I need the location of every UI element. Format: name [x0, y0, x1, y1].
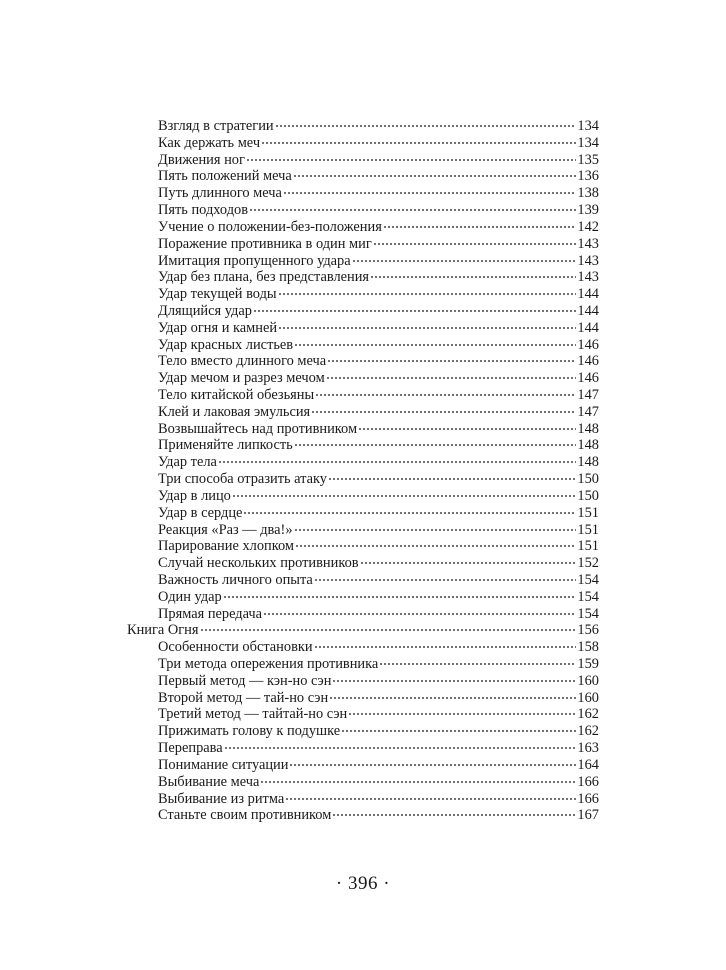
toc-section-heading [127, 622, 599, 639]
toc-entry-page: 151 [577, 521, 599, 538]
toc-entry [127, 522, 599, 539]
toc-entry-title: Выбивание из ритма [158, 790, 285, 807]
toc-entry [127, 286, 599, 303]
dot-leader [358, 428, 576, 430]
toc-entry [127, 454, 599, 471]
toc-entry-title: Три способа отразить атаку [158, 471, 328, 488]
toc-entry-page: 138 [577, 185, 599, 202]
dot-leader [232, 495, 576, 497]
dot-leader [218, 461, 576, 463]
toc-entry-page: 143 [577, 252, 599, 269]
toc-entry-page: 139 [577, 202, 599, 219]
dot-leader [294, 444, 576, 446]
dot-leader [260, 781, 576, 783]
toc-entry-title: Второй метод — тай-но сэн [158, 689, 329, 706]
toc-entry-title: Станьте своим противником [158, 807, 332, 824]
toc-entry-page: 160 [577, 672, 599, 689]
toc-entry-page: 154 [577, 571, 599, 588]
dot-leader [295, 545, 576, 547]
toc-entry-title: Выбивание меча [158, 773, 260, 790]
toc-entry-page: 147 [577, 403, 599, 420]
toc-entry-title: Третий метод — тайтай-но сэн [158, 706, 348, 723]
dot-leader [294, 529, 576, 531]
toc-entry-title: Удар без плана, без представления [158, 269, 370, 286]
toc-entry-title: Клей и лаковая эмульсия [158, 403, 311, 420]
toc-entry-title: Прямая передача [158, 605, 263, 622]
toc-entry-page: 167 [577, 807, 599, 824]
toc-entry [127, 202, 599, 219]
toc-entry [127, 269, 599, 286]
toc-entry [127, 253, 599, 270]
toc-entry-page: 164 [577, 756, 599, 773]
dot-leader [315, 394, 576, 396]
toc-entry [127, 723, 599, 740]
dot-leader [332, 680, 576, 682]
toc-entry-title: Учение о положении-без-положения [158, 218, 382, 235]
toc-entry-page: 143 [577, 269, 599, 286]
toc-entry [127, 337, 599, 354]
toc-entry-title: Три метода опережения противника [158, 656, 379, 672]
dot-leader [326, 377, 576, 379]
dot-leader [360, 562, 576, 564]
dot-leader [294, 344, 576, 346]
dot-leader [249, 209, 576, 211]
toc-entry [127, 572, 599, 589]
toc-entry [127, 690, 599, 707]
toc-entry-title: Прижимать голову к подушке [158, 723, 341, 740]
dot-leader [293, 175, 576, 177]
toc-entry-page: 144 [577, 319, 599, 336]
toc-entry-page: 143 [577, 235, 599, 252]
toc-entry [127, 673, 599, 690]
toc-entry-title: Применяйте липкость [158, 437, 293, 454]
toc-entry-title: Имитация пропущенного удара [158, 252, 351, 269]
toc-entry-page: 135 [577, 151, 599, 168]
toc-entry [127, 740, 599, 757]
toc-entry-title: Движения ног [158, 151, 245, 168]
toc-entry-page: 144 [577, 286, 599, 303]
toc-entry [127, 387, 599, 404]
toc-entry-page: 150 [577, 471, 599, 488]
dot-leader [383, 226, 576, 228]
toc-entry-title: Путь длинного меча [158, 185, 282, 202]
dot-leader [379, 663, 576, 665]
toc-entry-page: 152 [577, 555, 599, 572]
toc-entry-title: Удар огня и камней [158, 319, 278, 336]
toc-entry-page: 136 [577, 168, 599, 185]
dot-leader [341, 730, 576, 732]
toc-entry-title: Реакция «Раз — два!» [158, 521, 293, 538]
dot-leader [332, 814, 576, 816]
toc-entry [127, 118, 599, 135]
dot-leader [370, 276, 576, 278]
dot-leader [285, 798, 576, 800]
toc-entry [127, 303, 599, 320]
toc-entry [127, 404, 599, 421]
dot-leader [352, 260, 576, 262]
toc-entry-title: Понимание ситуации [158, 756, 289, 773]
toc-entry-page: 148 [577, 437, 599, 454]
toc-entry-page: 150 [577, 487, 599, 504]
toc-entry [127, 471, 599, 488]
toc-entry-page: 134 [577, 118, 599, 134]
toc-entry-title: Взгляд в стратегии [158, 118, 274, 134]
toc-entry [127, 236, 599, 253]
dot-leader [283, 192, 576, 194]
toc-entry-page: 134 [577, 134, 599, 151]
toc-entry-page: 144 [577, 302, 599, 319]
dot-leader [224, 747, 576, 749]
toc-entry [127, 589, 599, 606]
dot-leader [246, 159, 576, 161]
toc-entry [127, 505, 599, 522]
toc-entry-page: 162 [577, 723, 599, 740]
toc-entry-title: Удар в сердце [158, 504, 243, 521]
toc-entry-page: 146 [577, 370, 599, 387]
toc-entry [127, 791, 599, 808]
dot-leader [314, 646, 576, 648]
dot-leader [275, 125, 576, 127]
toc-entry-title: Удар красных листьев [158, 336, 294, 353]
dot-leader [261, 142, 576, 144]
toc-entry [127, 488, 599, 505]
toc-entry-page: 163 [577, 740, 599, 757]
toc-entry-page: 166 [577, 790, 599, 807]
dot-leader [327, 360, 576, 362]
toc-entry [127, 538, 599, 555]
toc-entry-title: Возвышайтесь над противником [158, 420, 358, 437]
toc-entry [127, 706, 599, 723]
toc-entry-page: 166 [577, 773, 599, 790]
dot-leader [253, 310, 576, 312]
toc-entry-title: Пять положений меча [158, 168, 292, 185]
toc-entry-page: 148 [577, 420, 599, 437]
toc-entry-title: Удар в лицо [158, 487, 231, 504]
toc-entry [127, 807, 599, 824]
toc-entry-title: Удар тела [158, 454, 217, 471]
toc-entry-title: Тело вместо длинного меча [158, 353, 327, 370]
toc-entry-page: 151 [577, 538, 599, 555]
toc-entry [127, 656, 599, 673]
toc-entry-title: Удар текущей воды [158, 286, 277, 303]
dot-leader [329, 697, 576, 699]
toc-entry [127, 185, 599, 202]
toc-entry-title: Длящийся удар [158, 302, 252, 319]
toc-entry [127, 370, 599, 387]
dot-leader [263, 613, 576, 615]
toc-entry-page: 146 [577, 353, 599, 370]
toc-entry [127, 168, 599, 185]
page-number: · 396 · [335, 873, 391, 894]
toc-entry-title: Особенности обстановки [158, 639, 313, 656]
dot-leader [289, 764, 576, 766]
toc-entry-title: Книга Огня [127, 622, 199, 639]
toc-entry [127, 555, 599, 572]
toc-entry-title: Переправа [158, 740, 223, 757]
toc-entry-page: 146 [577, 336, 599, 353]
toc-entry-page: 160 [577, 689, 599, 706]
toc-entry-page: 156 [577, 622, 599, 639]
toc-entry-title: Случай нескольких противников [158, 555, 359, 572]
dot-leader [311, 411, 576, 413]
dot-leader [200, 629, 576, 631]
toc-entry [127, 437, 599, 454]
dot-leader [223, 596, 576, 598]
table-of-contents [127, 118, 599, 824]
toc-entry [127, 639, 599, 656]
dot-leader [243, 512, 576, 514]
toc-entry [127, 421, 599, 438]
dot-leader [278, 327, 576, 329]
toc-entry-page: 158 [577, 639, 599, 656]
toc-entry [127, 353, 599, 370]
toc-entry-title: Поражение противника в один миг [158, 235, 372, 252]
dot-leader [278, 293, 576, 295]
toc-entry-title: Парирование хлопком [158, 538, 295, 555]
toc-entry [127, 135, 599, 152]
toc-entry-title: Удар мечом и разрез мечом [158, 370, 325, 387]
toc-entry-page: 162 [577, 706, 599, 723]
toc-entry [127, 152, 599, 169]
toc-entry-title: Первый метод — кэн-но сэн [158, 672, 332, 689]
toc-entry-page: 154 [577, 605, 599, 622]
toc-entry-title: Тело китайской обезьяны [158, 387, 315, 403]
toc-entry [127, 320, 599, 337]
dot-leader [314, 579, 576, 581]
toc-entry-page: 151 [577, 504, 599, 521]
toc-entry-title: Важность личного опыта [158, 571, 313, 588]
toc-entry [127, 219, 599, 236]
toc-entry [127, 774, 599, 791]
dot-leader [328, 478, 576, 480]
toc-entry-page: 159 [577, 656, 599, 672]
toc-entry-title: Пять подходов [158, 202, 249, 219]
toc-entry-page: 154 [577, 588, 599, 605]
toc-entry-page: 148 [577, 454, 599, 471]
toc-entry-title: Как держать меч [158, 134, 261, 151]
dot-leader [348, 713, 576, 715]
toc-entry-page: 147 [577, 387, 599, 403]
toc-entry [127, 606, 599, 623]
toc-entry [127, 757, 599, 774]
toc-entry-title: Один удар [158, 588, 222, 605]
toc-entry-page: 142 [577, 218, 599, 235]
dot-leader [373, 243, 576, 245]
